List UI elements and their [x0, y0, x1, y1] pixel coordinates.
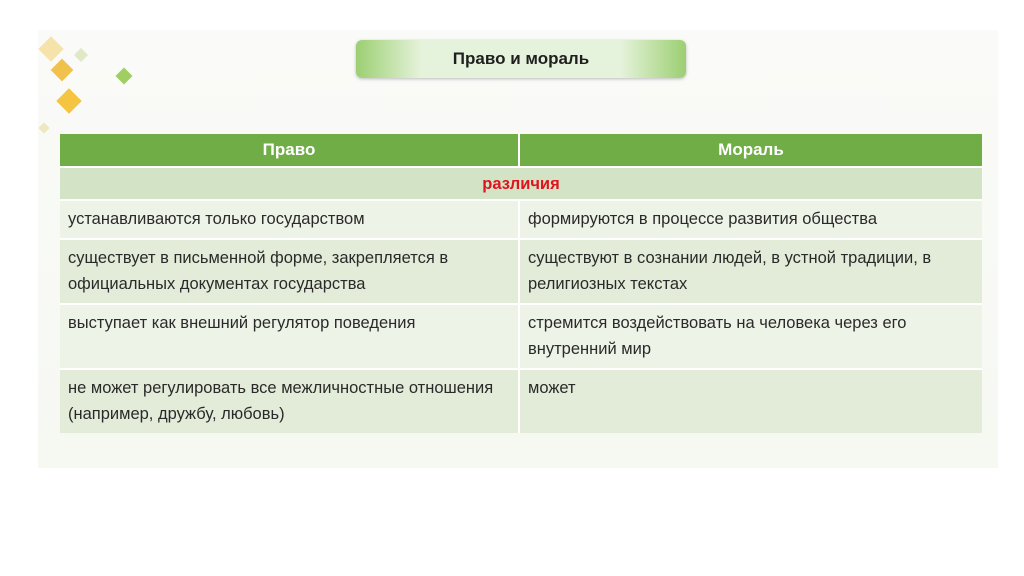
- morality-cell: формируются в процессе развития общества: [519, 200, 982, 239]
- comparison-table: [60, 134, 982, 433]
- table-row: [60, 369, 982, 433]
- table-header-row: [60, 134, 982, 167]
- decorative-diamond: [116, 68, 133, 85]
- slide: [38, 30, 998, 468]
- law-cell: существует в письменной форме, закрепляется в официальных документах государства: [60, 239, 519, 304]
- column-header-law: Право: [60, 134, 519, 167]
- law-cell: не может регулировать все межличностные отношения (например, дружбу, любовь): [60, 369, 519, 433]
- morality-cell: может: [519, 369, 982, 433]
- decorative-diamond: [56, 88, 81, 113]
- law-cell: устанавливаются только государством: [60, 200, 519, 239]
- table-row: [60, 200, 982, 239]
- table-row: [60, 304, 982, 369]
- decorative-diamond: [74, 48, 88, 62]
- section-row: [60, 167, 982, 200]
- decorative-diamond: [38, 122, 49, 133]
- morality-cell: стремится воздействовать на человека через его внутренний мир: [519, 304, 982, 369]
- morality-cell: существуют в сознании людей, в устной традиции, в религиозных текстах: [519, 239, 982, 304]
- decorative-diamond: [38, 36, 63, 61]
- decorative-diamond: [51, 59, 74, 82]
- section-label: различия: [60, 167, 982, 200]
- slide-title: Право и мораль: [356, 40, 686, 78]
- table-row: [60, 239, 982, 304]
- law-cell: выступает как внешний регулятор поведения: [60, 304, 519, 369]
- column-header-morality: Мораль: [519, 134, 982, 167]
